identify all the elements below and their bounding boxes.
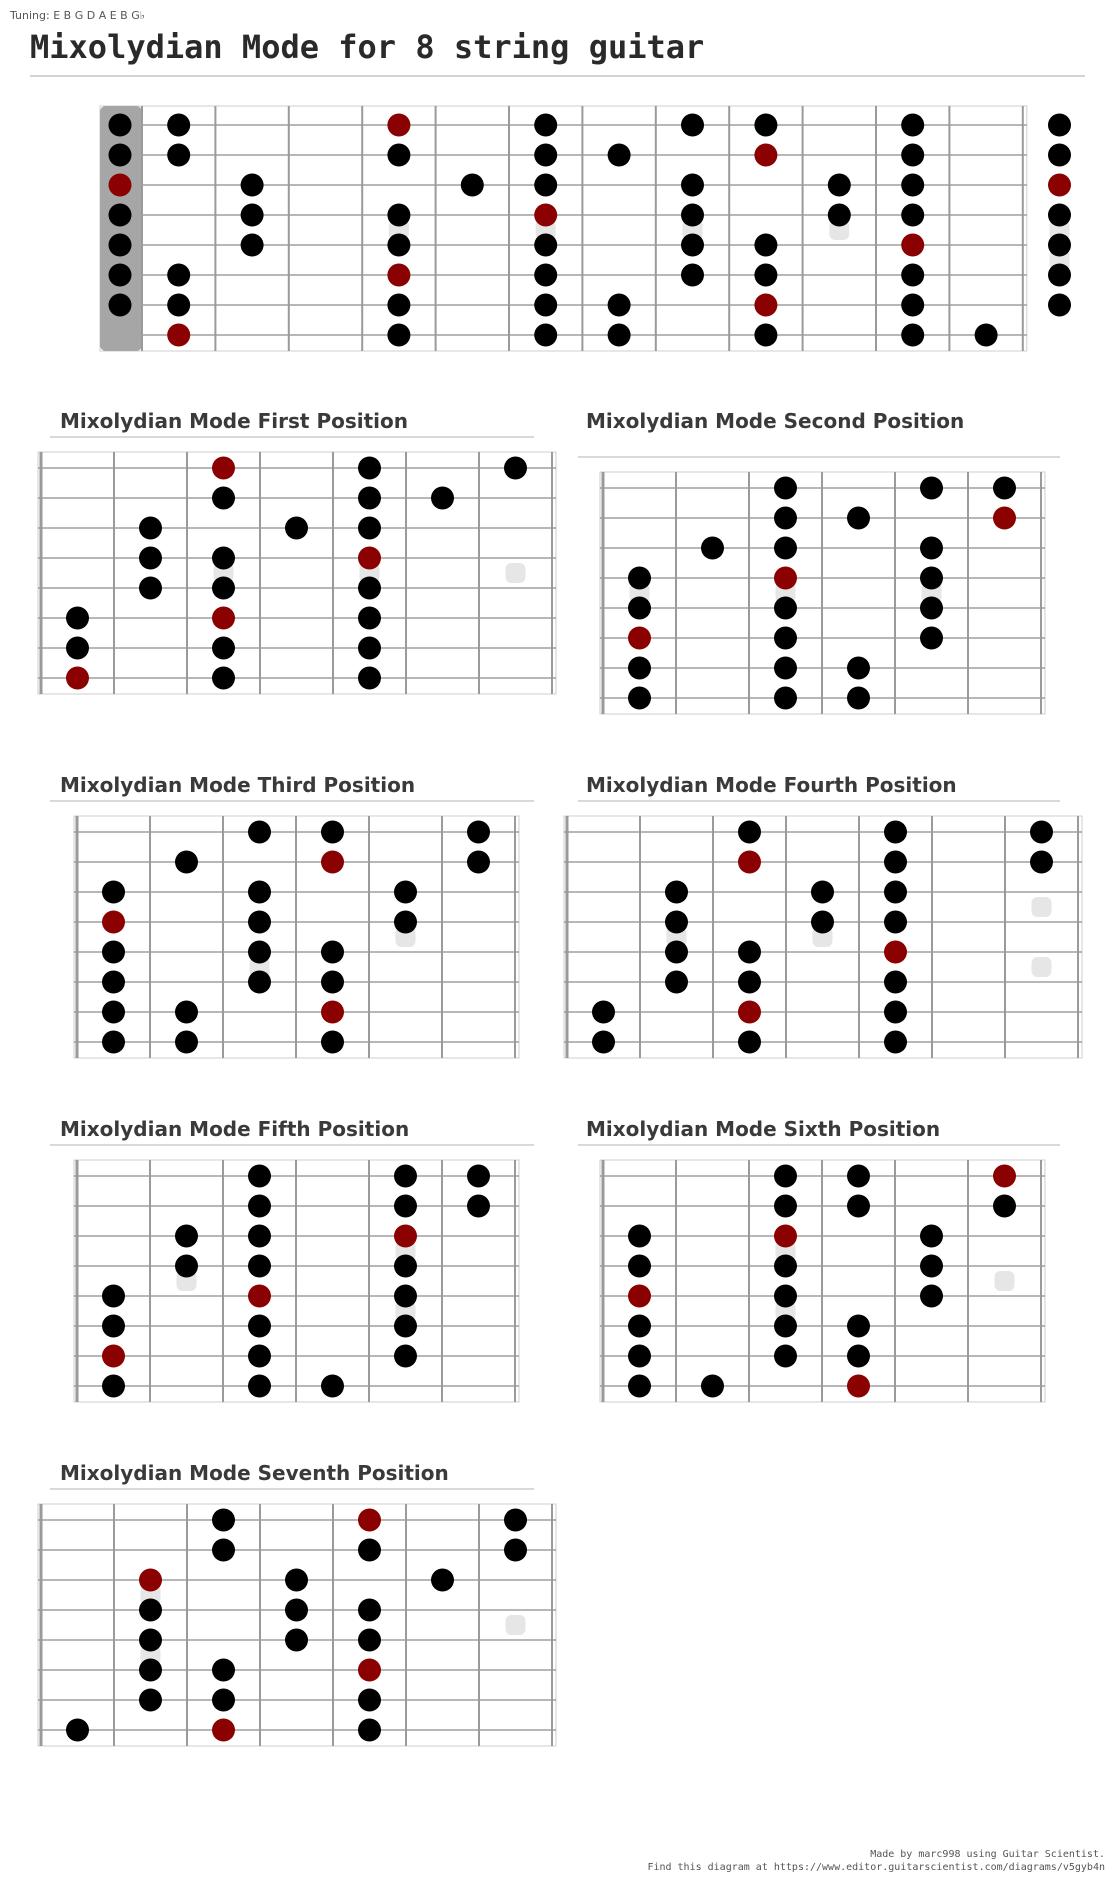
- note-dot: [358, 1599, 381, 1622]
- note-dot: [175, 1225, 198, 1248]
- note-dot: [102, 971, 125, 994]
- note-dot: [628, 657, 651, 680]
- page-title: Mixolydian Mode for 8 string guitar: [30, 28, 705, 66]
- note-dot: [387, 324, 410, 347]
- note-dot: [358, 517, 381, 540]
- note-dot: [1048, 144, 1071, 167]
- note-dot: [681, 264, 704, 287]
- note-dot: [811, 881, 834, 904]
- root-note-dot: [358, 547, 381, 570]
- note-dot: [884, 971, 907, 994]
- note-dot: [920, 477, 943, 500]
- note-dot: [701, 537, 724, 560]
- note-dot: [774, 1345, 797, 1368]
- note-dot: [212, 1659, 235, 1682]
- note-dot: [628, 597, 651, 620]
- note-dot: [431, 1569, 454, 1592]
- note-dot: [920, 537, 943, 560]
- note-dot: [394, 1255, 417, 1278]
- note-dot: [394, 881, 417, 904]
- root-note-dot: [102, 911, 125, 934]
- note-dot: [175, 851, 198, 874]
- note-dot: [109, 294, 132, 317]
- note-dot: [109, 234, 132, 257]
- note-dot: [248, 1225, 271, 1248]
- note-dot: [504, 1509, 527, 1532]
- note-dot: [248, 911, 271, 934]
- note-dot: [139, 1659, 162, 1682]
- note-dot: [387, 294, 410, 317]
- note-dot: [534, 144, 557, 167]
- note-dot: [608, 144, 631, 167]
- root-note-dot: [993, 1165, 1016, 1188]
- root-note-dot: [394, 1225, 417, 1248]
- note-dot: [102, 1285, 125, 1308]
- note-dot: [920, 627, 943, 650]
- note-dot: [920, 597, 943, 620]
- note-dot: [467, 851, 490, 874]
- note-dot: [920, 1225, 943, 1248]
- title-divider: [30, 75, 1085, 77]
- note-dot: [321, 821, 344, 844]
- note-dot: [102, 1031, 125, 1054]
- note-dot: [1048, 264, 1071, 287]
- note-dot: [901, 174, 924, 197]
- note-dot: [628, 1375, 651, 1398]
- note-dot: [109, 114, 132, 137]
- position-title-1: Mixolydian Mode First Position: [60, 409, 409, 433]
- note-dot: [681, 114, 704, 137]
- tuning-value: E B G D A E B G♭: [53, 9, 145, 22]
- fret-marker-icon: [506, 563, 526, 583]
- note-dot: [285, 1599, 308, 1622]
- note-dot: [285, 1629, 308, 1652]
- position-fretboard-1: [38, 452, 558, 697]
- note-dot: [102, 1001, 125, 1024]
- note-dot: [66, 1719, 89, 1742]
- footer: [647, 1848, 1105, 1874]
- note-dot: [212, 547, 235, 570]
- main-fretboard: [100, 106, 1020, 356]
- note-dot: [738, 1031, 761, 1054]
- note-dot: [212, 667, 235, 690]
- note-dot: [628, 687, 651, 710]
- note-dot: [248, 1315, 271, 1338]
- note-dot: [321, 941, 344, 964]
- note-dot: [1048, 204, 1071, 227]
- root-note-dot: [358, 1659, 381, 1682]
- note-dot: [167, 114, 190, 137]
- note-dot: [321, 1031, 344, 1054]
- fretboard-outline: [100, 106, 1027, 351]
- note-dot: [109, 264, 132, 287]
- root-note-dot: [321, 1001, 344, 1024]
- note-dot: [212, 1689, 235, 1712]
- root-note-dot: [212, 457, 235, 480]
- root-note-dot: [212, 1719, 235, 1742]
- note-dot: [738, 941, 761, 964]
- tuning-label: Tuning:: [10, 9, 50, 22]
- fret-marker-icon: [506, 1615, 526, 1635]
- root-note-dot: [534, 204, 557, 227]
- note-dot: [754, 234, 777, 257]
- note-dot: [681, 204, 704, 227]
- note-dot: [139, 1629, 162, 1652]
- note-dot: [701, 1375, 724, 1398]
- root-note-dot: [212, 607, 235, 630]
- note-dot: [175, 1031, 198, 1054]
- position-title-5: Mixolydian Mode Fifth Position: [60, 1117, 410, 1141]
- note-dot: [847, 687, 870, 710]
- note-dot: [1048, 294, 1071, 317]
- note-dot: [167, 264, 190, 287]
- note-dot: [828, 174, 851, 197]
- note-dot: [628, 1225, 651, 1248]
- root-note-dot: [847, 1375, 870, 1398]
- note-dot: [884, 1031, 907, 1054]
- note-dot: [358, 1629, 381, 1652]
- note-dot: [102, 1315, 125, 1338]
- note-dot: [139, 517, 162, 540]
- note-dot: [212, 577, 235, 600]
- note-dot: [975, 324, 998, 347]
- footer-made-by: Made by marc998 using Guitar Scientist.: [870, 1849, 1105, 1860]
- note-dot: [358, 1689, 381, 1712]
- note-dot: [901, 144, 924, 167]
- note-dot: [920, 1285, 943, 1308]
- root-note-dot: [1048, 174, 1071, 197]
- note-dot: [241, 174, 264, 197]
- root-note-dot: [109, 174, 132, 197]
- note-dot: [828, 204, 851, 227]
- note-dot: [248, 941, 271, 964]
- note-dot: [248, 821, 271, 844]
- note-dot: [738, 971, 761, 994]
- note-dot: [212, 1509, 235, 1532]
- note-dot: [884, 881, 907, 904]
- note-dot: [681, 234, 704, 257]
- position-title-4: Mixolydian Mode Fourth Position: [586, 773, 957, 797]
- root-note-dot: [358, 1509, 381, 1532]
- root-note-dot: [628, 1285, 651, 1308]
- note-dot: [248, 1375, 271, 1398]
- root-note-dot: [754, 294, 777, 317]
- note-dot: [248, 1165, 271, 1188]
- note-dot: [628, 1255, 651, 1278]
- root-note-dot: [387, 264, 410, 287]
- note-dot: [665, 911, 688, 934]
- root-note-dot: [102, 1345, 125, 1368]
- position-divider-6: [578, 1144, 1060, 1146]
- note-dot: [212, 1539, 235, 1562]
- note-dot: [467, 1195, 490, 1218]
- note-dot: [847, 657, 870, 680]
- position-divider-7: [50, 1488, 534, 1490]
- note-dot: [774, 657, 797, 680]
- note-dot: [102, 1375, 125, 1398]
- root-note-dot: [387, 114, 410, 137]
- note-dot: [592, 1031, 615, 1054]
- note-dot: [175, 1255, 198, 1278]
- note-dot: [358, 607, 381, 630]
- fret-marker-icon: [1032, 897, 1052, 917]
- note-dot: [358, 577, 381, 600]
- note-dot: [993, 477, 1016, 500]
- note-dot: [175, 1001, 198, 1024]
- position-title-2: Mixolydian Mode Second Position: [586, 409, 965, 433]
- note-dot: [754, 114, 777, 137]
- note-dot: [774, 537, 797, 560]
- tuning-info: [10, 9, 145, 22]
- note-dot: [534, 114, 557, 137]
- note-dot: [66, 607, 89, 630]
- note-dot: [1048, 234, 1071, 257]
- note-dot: [467, 821, 490, 844]
- note-dot: [920, 567, 943, 590]
- note-dot: [811, 911, 834, 934]
- note-dot: [248, 1345, 271, 1368]
- note-dot: [901, 264, 924, 287]
- note-dot: [248, 1195, 271, 1218]
- root-note-dot: [248, 1285, 271, 1308]
- note-dot: [394, 1195, 417, 1218]
- note-dot: [358, 1719, 381, 1742]
- position-fretboard-7: [38, 1504, 558, 1749]
- note-dot: [884, 851, 907, 874]
- fret-marker-icon: [995, 1271, 1015, 1291]
- note-dot: [358, 667, 381, 690]
- note-dot: [167, 294, 190, 317]
- note-dot: [884, 821, 907, 844]
- note-dot: [431, 487, 454, 510]
- note-dot: [774, 1285, 797, 1308]
- note-dot: [534, 264, 557, 287]
- note-dot: [387, 204, 410, 227]
- note-dot: [884, 1001, 907, 1024]
- note-dot: [774, 597, 797, 620]
- note-dot: [248, 881, 271, 904]
- note-dot: [102, 941, 125, 964]
- note-dot: [102, 881, 125, 904]
- root-note-dot: [884, 941, 907, 964]
- note-dot: [847, 1195, 870, 1218]
- root-note-dot: [901, 234, 924, 257]
- note-dot: [248, 1255, 271, 1278]
- note-dot: [847, 1165, 870, 1188]
- note-dot: [394, 1285, 417, 1308]
- root-note-dot: [628, 627, 651, 650]
- note-dot: [592, 1001, 615, 1024]
- footer-link: Find this diagram at https://www.editor.guitarscientist.com/diagrams/v5gyb4n: [647, 1862, 1105, 1873]
- root-note-dot: [774, 1225, 797, 1248]
- note-dot: [774, 1255, 797, 1278]
- note-dot: [847, 1315, 870, 1338]
- note-dot: [847, 507, 870, 530]
- note-dot: [285, 1569, 308, 1592]
- note-dot: [534, 174, 557, 197]
- note-dot: [394, 1315, 417, 1338]
- root-note-dot: [139, 1569, 162, 1592]
- position-fretboard-4: [564, 816, 1084, 1061]
- note-dot: [1030, 851, 1053, 874]
- note-dot: [754, 264, 777, 287]
- note-dot: [901, 114, 924, 137]
- note-dot: [665, 881, 688, 904]
- note-dot: [774, 1195, 797, 1218]
- note-dot: [394, 911, 417, 934]
- note-dot: [321, 971, 344, 994]
- note-dot: [394, 1345, 417, 1368]
- note-dot: [920, 1255, 943, 1278]
- note-dot: [387, 234, 410, 257]
- note-dot: [394, 1165, 417, 1188]
- position-fretboard-5: [74, 1160, 534, 1405]
- note-dot: [109, 144, 132, 167]
- position-title-3: Mixolydian Mode Third Position: [60, 773, 416, 797]
- note-dot: [212, 487, 235, 510]
- note-dot: [774, 1315, 797, 1338]
- note-dot: [774, 627, 797, 650]
- note-dot: [1048, 114, 1071, 137]
- position-divider-1: [50, 436, 534, 438]
- note-dot: [534, 324, 557, 347]
- note-dot: [1030, 821, 1053, 844]
- note-dot: [628, 1345, 651, 1368]
- note-dot: [534, 294, 557, 317]
- note-dot: [993, 1195, 1016, 1218]
- note-dot: [358, 637, 381, 660]
- root-note-dot: [66, 667, 89, 690]
- position-fretboard-6: [600, 1160, 1060, 1405]
- note-dot: [321, 1375, 344, 1398]
- position-fretboard-3: [74, 816, 534, 1061]
- note-dot: [774, 477, 797, 500]
- note-dot: [774, 1165, 797, 1188]
- note-dot: [248, 971, 271, 994]
- root-note-dot: [993, 507, 1016, 530]
- position-divider-4: [578, 800, 1060, 802]
- note-dot: [285, 517, 308, 540]
- note-dot: [774, 687, 797, 710]
- note-dot: [241, 204, 264, 227]
- root-note-dot: [167, 324, 190, 347]
- note-dot: [212, 637, 235, 660]
- note-dot: [665, 971, 688, 994]
- note-dot: [738, 821, 761, 844]
- note-dot: [608, 324, 631, 347]
- note-dot: [358, 1539, 381, 1562]
- note-dot: [534, 234, 557, 257]
- note-dot: [66, 637, 89, 660]
- note-dot: [754, 324, 777, 347]
- root-note-dot: [754, 144, 777, 167]
- note-dot: [901, 294, 924, 317]
- note-dot: [109, 204, 132, 227]
- position-divider-3: [50, 800, 534, 802]
- note-dot: [387, 144, 410, 167]
- root-note-dot: [738, 1001, 761, 1024]
- position-divider-5: [50, 1144, 534, 1146]
- note-dot: [608, 294, 631, 317]
- position-title-7: Mixolydian Mode Seventh Position: [60, 1461, 449, 1485]
- note-dot: [358, 487, 381, 510]
- note-dot: [461, 174, 484, 197]
- note-dot: [847, 1345, 870, 1368]
- note-dot: [628, 567, 651, 590]
- fret-marker-icon: [1032, 957, 1052, 977]
- note-dot: [628, 1315, 651, 1338]
- note-dot: [884, 911, 907, 934]
- note-dot: [139, 1599, 162, 1622]
- note-dot: [901, 204, 924, 227]
- note-dot: [665, 941, 688, 964]
- position-divider-2: [578, 456, 1060, 458]
- note-dot: [139, 577, 162, 600]
- position-title-6: Mixolydian Mode Sixth Position: [586, 1117, 941, 1141]
- root-note-dot: [738, 851, 761, 874]
- root-note-dot: [774, 567, 797, 590]
- note-dot: [358, 457, 381, 480]
- root-note-dot: [321, 851, 344, 874]
- note-dot: [139, 547, 162, 570]
- note-dot: [504, 457, 527, 480]
- note-dot: [167, 144, 190, 167]
- note-dot: [504, 1539, 527, 1562]
- note-dot: [467, 1165, 490, 1188]
- note-dot: [241, 234, 264, 257]
- note-dot: [774, 507, 797, 530]
- note-dot: [139, 1689, 162, 1712]
- position-fretboard-2: [600, 472, 1060, 717]
- note-dot: [901, 324, 924, 347]
- note-dot: [681, 174, 704, 197]
